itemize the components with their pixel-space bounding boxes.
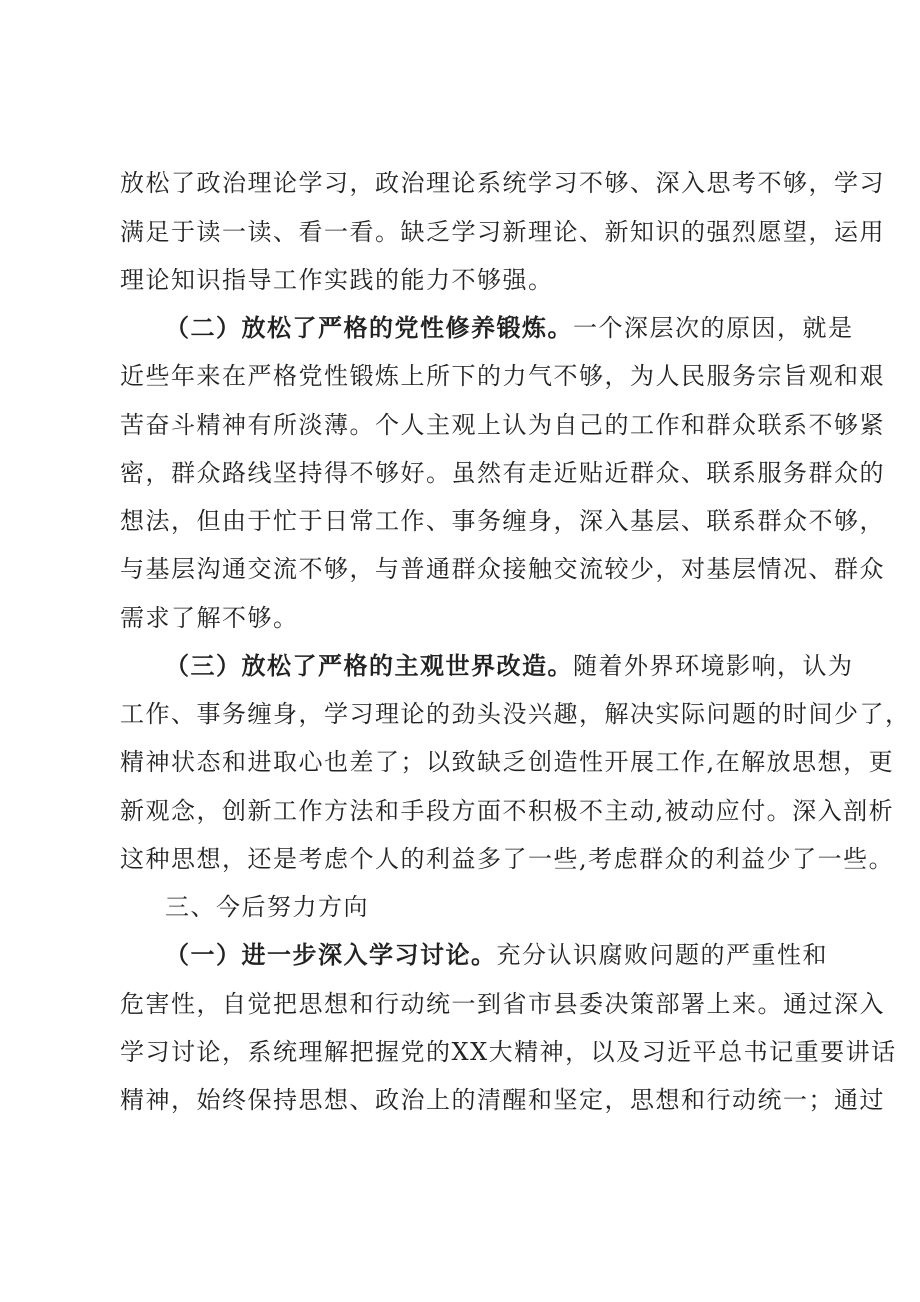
paragraph-line: 危害性，自觉把思想和行动统一到省市县委决策部署上来。通过深入 <box>120 990 885 1018</box>
section-first-line <box>165 651 865 681</box>
paragraph-line: 新观念，创新工作方法和手段方面不积极不主动,被动应付。深入剖析 <box>120 797 895 825</box>
paragraph-line: 苦奋斗精神有所淡薄。个人主观上认为自己的工作和群众联系不够紧 <box>120 411 885 439</box>
paragraph-line: 精神，始终保持思想、政治上的清醒和坚定，思想和行动统一；通过 <box>120 1086 885 1114</box>
section-heading: （一）进一步深入学习讨论。 <box>165 941 497 969</box>
section-text: 充分认识腐败问题的严重性和 <box>496 941 828 969</box>
section-heading: （三）放松了严格的主观世界改造。 <box>165 652 573 680</box>
paragraph-line: 需求了解不够。 <box>120 604 299 632</box>
paragraph-line: 与基层沟通交流不够，与普通群众接触交流较少，对基层情况、群众 <box>120 555 885 583</box>
paragraph-line: 精神状态和进取心也差了；以致缺乏创造性开展工作,在解放思想，更 <box>120 748 895 776</box>
paragraph-line: 密，群众路线坚持得不够好。虽然有走近贴近群众、联系服务群众的 <box>120 459 885 487</box>
paragraph-line: 想法，但由于忙于日常工作、事务缠身，深入基层、联系群众不够， <box>120 507 885 535</box>
paragraph-line: 近些年来在严格党性锻炼上所下的力气不够，为人民服务宗旨观和艰 <box>120 362 885 390</box>
paragraph-line: 理论知识指导工作实践的能力不够强。 <box>120 266 554 294</box>
section-text: 随着外界环境影响，认为 <box>573 652 854 680</box>
part-heading: 三、今后努力方向 <box>165 893 369 921</box>
paragraph-line: 放松了政治理论学习，政治理论系统学习不够、深入思考不够，学习 <box>120 169 885 197</box>
section-first-line <box>165 940 865 970</box>
paragraph-line: 满足于读一读、看一看。缺乏学习新理论、新知识的强烈愿望，运用 <box>120 218 885 246</box>
paragraph-line: 这种思想，还是考虑个人的利益多了一些,考虑群众的利益少了一些。 <box>120 845 895 873</box>
paragraph-line: 工作、事务缠身，学习理论的劲头没兴趣，解决实际问题的时间少了， <box>120 700 911 728</box>
section-text: 一个深层次的原因，就是 <box>573 314 854 342</box>
section-first-line <box>165 313 865 343</box>
section-heading: （二）放松了严格的党性修养锻炼。 <box>165 314 573 342</box>
paragraph-line: 学习讨论，系统理解把握党的XX大精神，以及习近平总书记重要讲话 <box>120 1038 897 1066</box>
